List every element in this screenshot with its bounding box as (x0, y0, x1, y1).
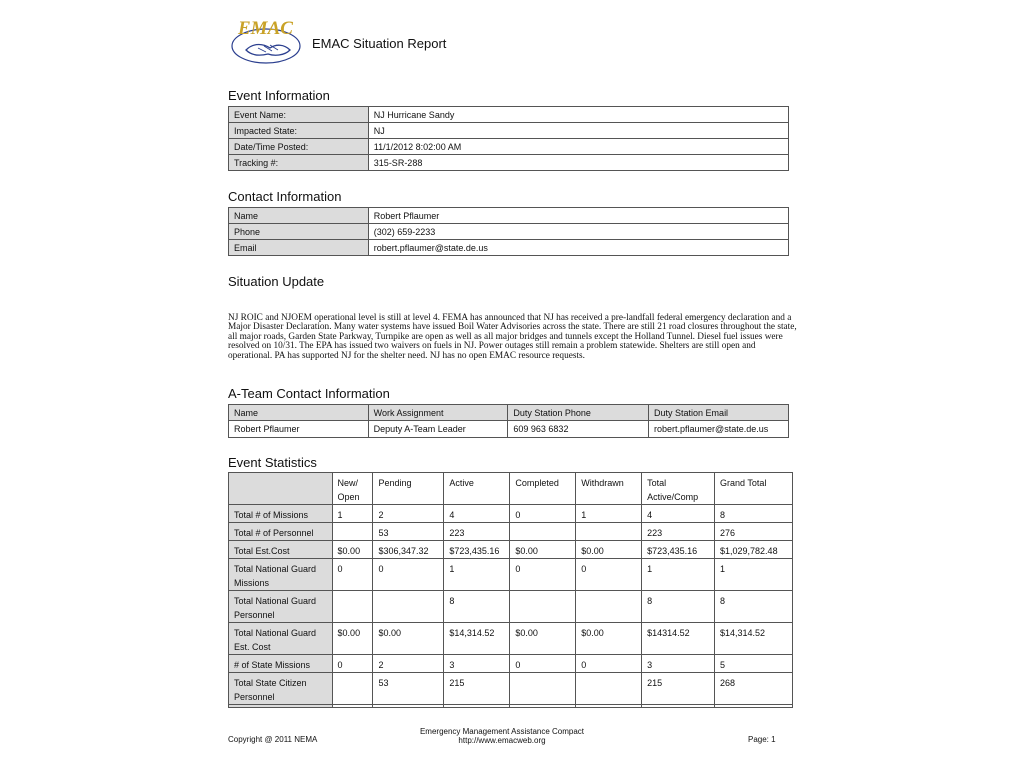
contact-phone-value: (302) 659-2233 (368, 224, 788, 240)
stats-cell: 53 (373, 523, 444, 541)
stats-cell (510, 523, 576, 541)
stats-cell (576, 673, 642, 705)
stats-row-label: Total # of Personnel (229, 523, 333, 541)
stats-cut-cell (444, 705, 510, 708)
stats-cell (332, 591, 373, 623)
tracking-label: Tracking #: (229, 155, 369, 171)
event-info-table (228, 106, 789, 171)
stats-cell: 53 (373, 673, 444, 705)
stats-cut-cell (229, 705, 333, 708)
impacted-state-value: NJ (368, 123, 788, 139)
table-header-row (229, 473, 793, 505)
situation-update-title: Situation Update (228, 274, 325, 289)
stats-cell: 4 (444, 505, 510, 523)
impacted-state-label: Impacted State: (229, 123, 369, 139)
stats-cell: 1 (444, 559, 510, 591)
stats-cell: 5 (715, 655, 793, 673)
stats-header-grand-total: Grand Total (715, 473, 793, 505)
table-row-cut (229, 705, 793, 708)
report-header (228, 14, 788, 70)
stats-cut-cell (576, 705, 642, 708)
contact-info-title: Contact Information (228, 189, 342, 204)
table-row (229, 224, 789, 240)
table-row (229, 123, 789, 139)
logo-text: EMAC (238, 18, 293, 39)
table-row (229, 139, 789, 155)
ateam-email: robert.pflaumer@state.de.us (649, 421, 789, 438)
stats-cut-cell (510, 705, 576, 708)
table-row (229, 107, 789, 123)
table-row (229, 559, 793, 591)
table-row (229, 505, 793, 523)
stats-row-label: Total Est.Cost (229, 541, 333, 559)
stats-cut-cell (642, 705, 715, 708)
stats-cell: 4 (642, 505, 715, 523)
table-row (229, 523, 793, 541)
table-row (229, 155, 789, 171)
stats-cell (332, 523, 373, 541)
stats-cell: 0 (332, 559, 373, 591)
ateam-name: Robert Pflaumer (229, 421, 369, 438)
stats-cell: 0 (332, 655, 373, 673)
stats-row-label: # of State Missions (229, 655, 333, 673)
stats-cell: 0 (373, 559, 444, 591)
stats-cell: 8 (642, 591, 715, 623)
table-row (229, 673, 793, 705)
ateam-title: A-Team Contact Information (228, 386, 390, 401)
footer-url: http://www.emacweb.org (458, 736, 546, 745)
stats-cell: 0 (510, 655, 576, 673)
event-stats-table (228, 472, 793, 708)
stats-cell: 215 (642, 673, 715, 705)
date-posted-value: 11/1/2012 8:02:00 AM (368, 139, 788, 155)
stats-cell: 223 (444, 523, 510, 541)
stats-cell: 1 (576, 505, 642, 523)
stats-cell: $0.00 (510, 541, 576, 559)
stats-cell: $14,314.52 (715, 623, 793, 655)
event-name-label: Event Name: (229, 107, 369, 123)
stats-cell: 1 (642, 559, 715, 591)
contact-phone-label: Phone (229, 224, 369, 240)
stats-cut-cell (332, 705, 373, 708)
stats-cell: $0.00 (332, 541, 373, 559)
stats-cell: $1,029,782.48 (715, 541, 793, 559)
table-header-row (229, 405, 789, 421)
stats-cell (332, 673, 373, 705)
ateam-header-assignment: Work Assignment (368, 405, 508, 421)
contact-email-value: robert.pflaumer@state.de.us (368, 240, 788, 256)
stats-cell: $723,435.16 (642, 541, 715, 559)
table-row (229, 655, 793, 673)
ateam-table (228, 404, 789, 438)
stats-row-label: Total State Citizen Personnel (229, 673, 333, 705)
stats-cell (576, 591, 642, 623)
stats-cell: $0.00 (510, 623, 576, 655)
ateam-assignment: Deputy A-Team Leader (368, 421, 508, 438)
stats-row-label: Total National Guard Personnel (229, 591, 333, 623)
stats-cell: $0.00 (373, 623, 444, 655)
event-info-title: Event Information (228, 88, 330, 103)
stats-row-label: Total National Guard Missions (229, 559, 333, 591)
table-row (229, 623, 793, 655)
stats-cell: $0.00 (576, 623, 642, 655)
stats-cell: 8 (715, 591, 793, 623)
stats-cell (510, 673, 576, 705)
event-stats-title: Event Statistics (228, 455, 317, 470)
stats-corner-cell (229, 473, 333, 505)
footer-copyright: Copyright @ 2011 NEMA (228, 735, 318, 744)
table-row (229, 541, 793, 559)
table-row (229, 591, 793, 623)
contact-name-value: Robert Pflaumer (368, 208, 788, 224)
footer-center (392, 727, 612, 745)
stats-header-active: Active (444, 473, 510, 505)
stats-cell: $306,347.32 (373, 541, 444, 559)
ateam-header-name: Name (229, 405, 369, 421)
footer-page-number: Page: 1 (748, 735, 776, 744)
table-row (229, 208, 789, 224)
ateam-header-email: Duty Station Email (649, 405, 789, 421)
contact-email-label: Email (229, 240, 369, 256)
stats-cell: 8 (715, 505, 793, 523)
stats-cell: $14314.52 (642, 623, 715, 655)
footer-org: Emergency Management Assistance Compact (419, 727, 585, 736)
stats-cell: 268 (715, 673, 793, 705)
stats-cell: 1 (715, 559, 793, 591)
ateam-header-phone: Duty Station Phone (508, 405, 649, 421)
stats-cell: 0 (576, 559, 642, 591)
stats-cell: $723,435.16 (444, 541, 510, 559)
stats-cell: 2 (373, 505, 444, 523)
stats-cell (510, 591, 576, 623)
stats-cell: 223 (642, 523, 715, 541)
table-row (229, 421, 789, 438)
report-title: EMAC Situation Report (312, 36, 447, 51)
stats-cell: $0.00 (332, 623, 373, 655)
situation-update-text: NJ ROIC and NJOEM operational level is still at level 4. FEMA has announced that NJ has received a pre-landfall federal emergency declaration and a Major Disaster Declaration. Many water systems have issued Boil Water Advisories across the state. There are still 21 road closures throughout the state, all major roads, Garden State Parkway, Turnpike are open as well as all major bridges and tunnels except the Holland Tunnel. Diesel fuel issues were resolved on 10/31. The EPA has issued two waivers on fuels in NJ. Power outages still remain a problem statewide. Shelters are still open and operational. PA has supported NJ for the shelter need. NJ has no open EMAC resource requests. (228, 313, 797, 361)
stats-cell: 1 (332, 505, 373, 523)
stats-cell: $14,314.52 (444, 623, 510, 655)
stats-row-label: Total National Guard Est. Cost (229, 623, 333, 655)
stats-cell: $0.00 (576, 541, 642, 559)
stats-cell: 215 (444, 673, 510, 705)
stats-cell: 0 (576, 655, 642, 673)
stats-header-completed: Completed (510, 473, 576, 505)
stats-header-total-active-comp: Total Active/Comp (642, 473, 715, 505)
stats-cell: 8 (444, 591, 510, 623)
contact-info-table (228, 207, 789, 256)
stats-header-withdrawn: Withdrawn (576, 473, 642, 505)
stats-cell: 3 (642, 655, 715, 673)
ateam-phone: 609 963 6832 (508, 421, 649, 438)
stats-cell: 2 (373, 655, 444, 673)
stats-cell (373, 591, 444, 623)
stats-cell: 3 (444, 655, 510, 673)
date-posted-label: Date/Time Posted: (229, 139, 369, 155)
stats-cell (576, 523, 642, 541)
event-name-value: NJ Hurricane Sandy (368, 107, 788, 123)
table-row (229, 240, 789, 256)
contact-name-label: Name (229, 208, 369, 224)
emac-logo (228, 14, 308, 66)
stats-header-pending: Pending (373, 473, 444, 505)
stats-cut-cell (715, 705, 793, 708)
tracking-value: 315-SR-288 (368, 155, 788, 171)
stats-cell: 0 (510, 559, 576, 591)
stats-cell: 0 (510, 505, 576, 523)
stats-cell: 276 (715, 523, 793, 541)
stats-cut-cell (373, 705, 444, 708)
stats-row-label: Total # of Missions (229, 505, 333, 523)
stats-header-new-open: New/ Open (332, 473, 373, 505)
